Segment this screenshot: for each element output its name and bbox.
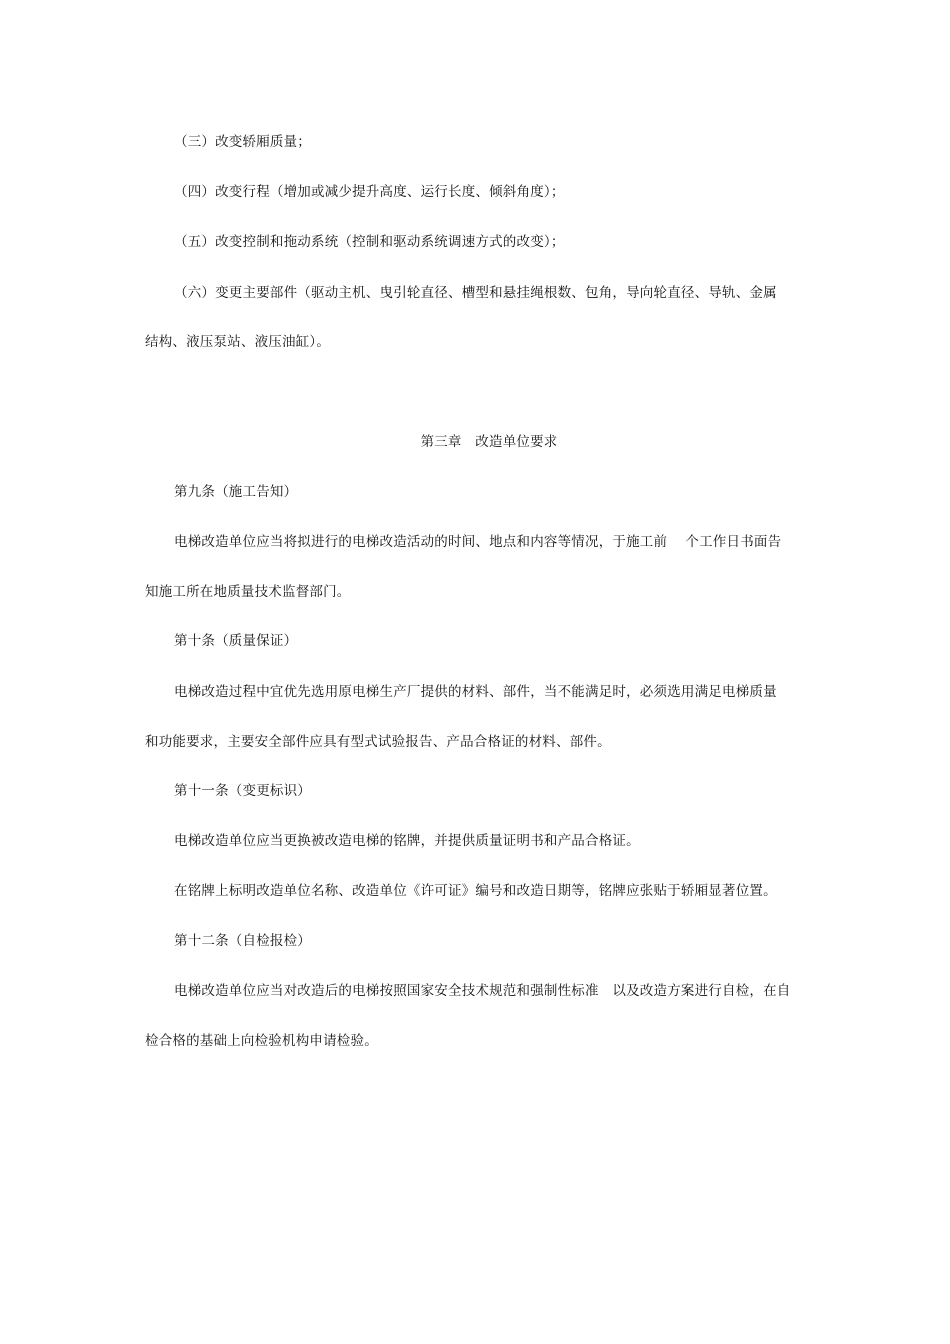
list-item-6: （六）变更主要部件（驱动主机、曳引轮直径、槽型和悬挂绳根数、包角，导向轮直径、导轨、金属	[174, 285, 777, 301]
article-9-heading: 第九条（施工告知）	[174, 484, 298, 500]
article-11-heading: 第十一条（变更标识）	[174, 783, 311, 799]
article-12-heading: 第十二条（自检报检）	[174, 933, 311, 949]
list-item-5: （五）改变控制和拖动系统（控制和驱动系统调速方式的改变）；	[174, 234, 565, 250]
article-10-body-continued: 和功能要求，主要安全部件应具有型式试验报告、产品合格证的材料、部件。	[145, 734, 611, 750]
article-12-body: 电梯改造单位应当对改造后的电梯按照国家安全技术规范和强制性标准 以及改造方案进行自检，在自	[174, 983, 791, 999]
list-item-6-continued: 结构、液压泵站、液压油缸）。	[145, 334, 331, 350]
article-12-body-continued: 检合格的基础上向检验机构申请检验。	[145, 1033, 378, 1049]
list-item-4: （四）改变行程（增加或减少提升高度、运行长度、倾斜角度）；	[174, 184, 565, 200]
article-10-body: 电梯改造过程中宜优先选用原电梯生产厂提供的材料、部件，当不能满足时，必须选用满足电梯质量	[174, 684, 777, 700]
list-item-3: （三）改变轿厢质量；	[174, 134, 311, 150]
chapter-title: 第三章 改造单位要求	[420, 434, 558, 450]
article-9-body-continued: 知施工所在地质量技术监督部门。	[145, 584, 351, 600]
article-11-body-second: 在铭牌上标明改造单位名称、改造单位《许可证》编号和改造日期等，铭牌应张贴于轿厢显著位置。	[174, 883, 777, 899]
article-10-heading: 第十条（质量保证）	[174, 633, 298, 649]
article-11-body: 电梯改造单位应当更换被改造电梯的铭牌，并提供质量证明书和产品合格证。	[174, 833, 640, 849]
article-9-body: 电梯改造单位应当将拟进行的电梯改造活动的时间、地点和内容等情况，于施工前 个工作日书面告	[174, 534, 782, 550]
